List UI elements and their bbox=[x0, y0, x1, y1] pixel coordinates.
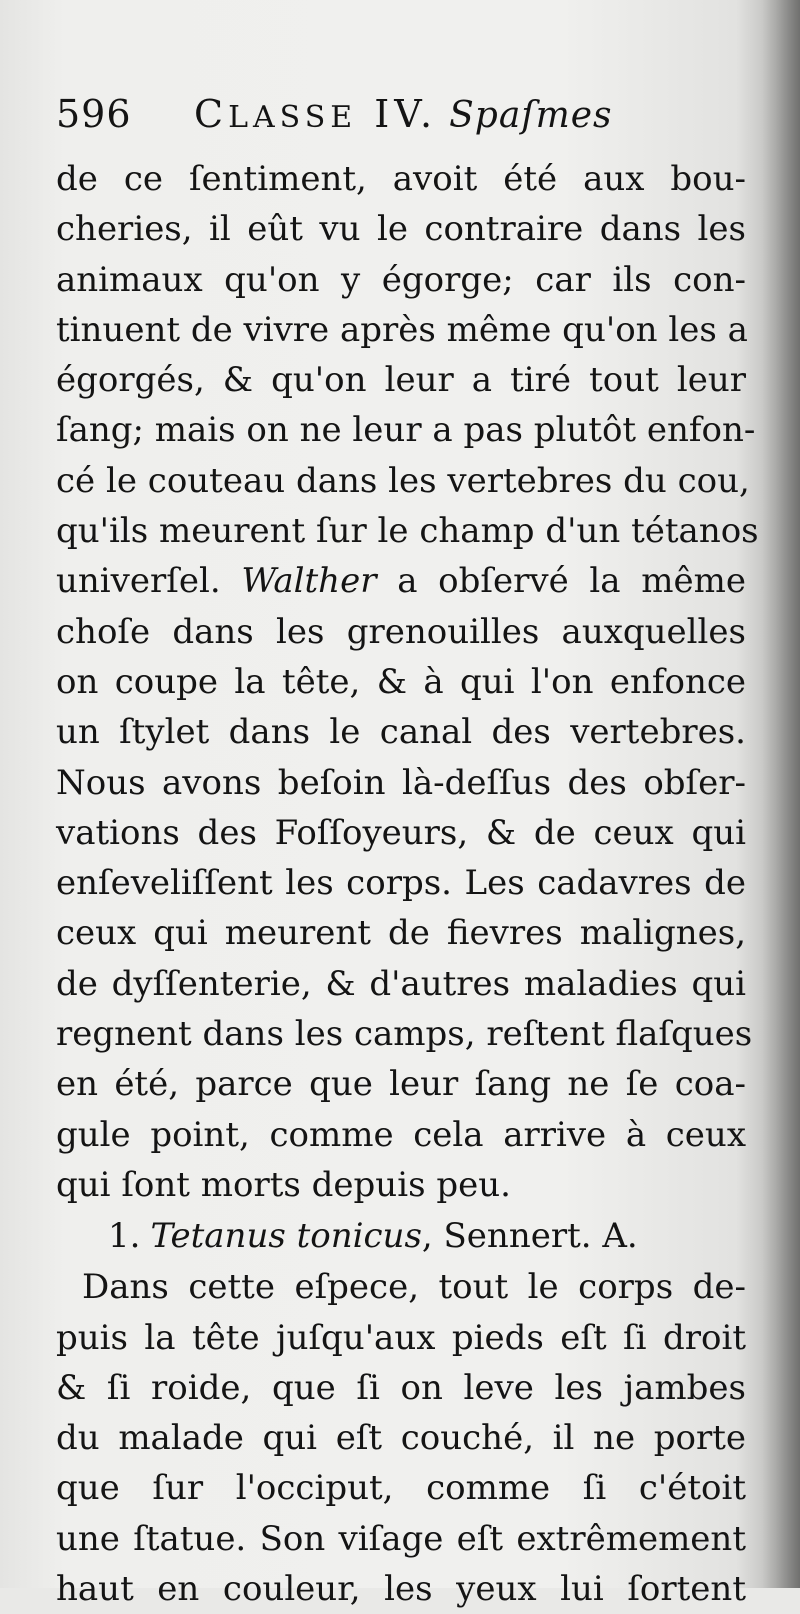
text-line: de dyſſenterie, & d'autres maladies qui bbox=[56, 963, 746, 1004]
text-line: vations des Foſſoyeurs, & de ceux qui bbox=[56, 812, 746, 853]
text-line: une ſtatue. Son viſage eſt extrêmement bbox=[56, 1518, 746, 1559]
text-line: de ce ſentiment, avoit été aux bou- bbox=[56, 159, 746, 199]
text-line: Nous avons beſoin là-deſſus des obſer- bbox=[56, 762, 746, 803]
text-line: qu'ils meurent ſur le champ d'un tétanos bbox=[56, 511, 759, 552]
running-subtitle: Spaſmes bbox=[449, 95, 613, 136]
text-line: cé le couteau dans les vertebres du cou, bbox=[56, 460, 750, 501]
text-block bbox=[56, 92, 759, 1614]
spine-shadow bbox=[762, 0, 800, 1588]
title-small-caps: LASSE bbox=[228, 100, 358, 135]
text-line: égorgés, & qu'on leur a tiré tout leur bbox=[56, 360, 746, 401]
text-line: ceux qui meurent de fievres malignes, bbox=[56, 913, 746, 954]
running-header bbox=[56, 92, 746, 154]
text-line: animaux qu'on y égorge; car ils con- bbox=[56, 259, 746, 300]
text-line: cheries, il eût vu le contraire dans les bbox=[56, 209, 746, 250]
text-line: en été, parce que leur ſang ne ſe coa- bbox=[56, 1064, 746, 1105]
text-line: regnent dans les camps, reſtent flaſques bbox=[56, 1014, 753, 1055]
walther-before: univerſel. bbox=[56, 561, 221, 602]
text-line: on coupe la tête, & à qui l'on enfonce bbox=[56, 661, 746, 702]
author-name-walther: Walther bbox=[241, 561, 377, 602]
text-line: gule point, comme cela arrive à ceux bbox=[56, 1114, 746, 1155]
species-author: , Sennert. A. bbox=[421, 1216, 638, 1257]
species-heading bbox=[56, 1210, 746, 1262]
text-line: ſang; mais on ne leur a pas plutôt enfon- bbox=[56, 410, 756, 451]
running-title bbox=[194, 92, 437, 136]
species-latin-name: Tetanus tonicus bbox=[150, 1216, 422, 1257]
text-line: tinuent de vivre après même qu'on les a bbox=[56, 309, 748, 350]
walther-after: a obſervé la même bbox=[397, 561, 747, 602]
text-line: haut en couleur, les yeux lui ſortent bbox=[56, 1569, 746, 1610]
text-line-paragraph-start: Dans cette eſpece, tout le corps de- bbox=[82, 1267, 746, 1308]
text-line: & ſi roide, que ſi on leve les jambes bbox=[56, 1367, 746, 1408]
text-line: du malade qui eſt couché, il ne porte bbox=[56, 1418, 746, 1459]
text-line: un ſtylet dans le canal des vertebres. bbox=[56, 712, 746, 753]
text-line-walther bbox=[56, 556, 746, 606]
text-line: puis la tête juſqu'aux pieds eſt ſi droit bbox=[56, 1317, 746, 1358]
text-line: choſe dans les grenouilles auxquelles bbox=[56, 611, 746, 652]
page-number: 596 bbox=[56, 92, 132, 136]
species-number: 1. bbox=[108, 1216, 141, 1257]
title-capital: C bbox=[194, 92, 229, 136]
text-line: enſeveliſſent les corps. Les cadavres de bbox=[56, 863, 746, 904]
text-line-paragraph-end: qui ſont morts depuis peu. bbox=[56, 1164, 511, 1205]
text-line: que ſur l'occiput, comme ſi c'étoit bbox=[56, 1468, 746, 1509]
title-numeral: IV. bbox=[374, 92, 438, 136]
